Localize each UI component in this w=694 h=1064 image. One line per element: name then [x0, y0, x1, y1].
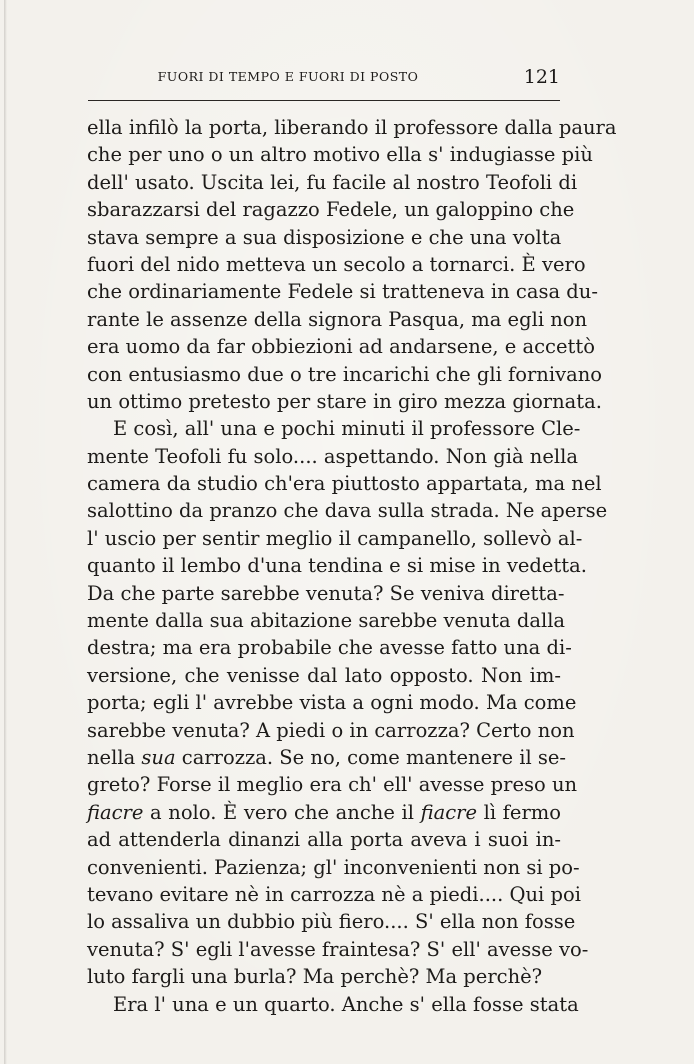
text-line: l' uscio per sentir meglio il campanello, sollevò al- [87, 526, 583, 550]
text-line: Da che parte sarebbe venuta? Se veniva diretta- [87, 581, 565, 605]
text-line: stava sempre a sua disposizione e che una volta [87, 225, 562, 249]
body-text [87, 114, 617, 1018]
running-title: FUORI DI TEMPO E FUORI DI POSTO [157, 69, 419, 84]
text-line: ella infilò la porta, liberando il professore dalla paura [87, 116, 617, 139]
text-line: salottino da pranzo che dava sulla strada. Ne aperse [87, 499, 608, 523]
text-line: mente Teofoli fu solo.... aspettando. Non già nella [87, 444, 579, 468]
italic-word: fiacre [420, 800, 477, 824]
italic-word: fiacre [87, 800, 144, 824]
text-line: lo assaliva un dubbio più fiero.... S' ella non fosse [87, 910, 576, 934]
text-line: sarebbe venuta? A piedi o in carrozza? Certo non [87, 718, 575, 742]
text-line: porta; egli l' avrebbe vista a ogni modo. Ma come [87, 691, 577, 715]
page-spine-shadow [4, 0, 7, 1064]
text-line: venuta? S' egli l'avesse fraintesa? S' ell' avesse vo- [87, 937, 589, 961]
text-line-paragraph-start: Era l' una e un quarto. Anche s' ella fosse stata [113, 992, 579, 1016]
text-line: fuori del nido metteva un secolo a tornarci. È vero [87, 252, 586, 276]
text-line: camera da studio ch'era piuttosto appartata, ma nel [87, 472, 602, 496]
page-number: 121 [523, 66, 560, 88]
running-head [88, 66, 560, 88]
text-line: che per uno o un altro motivo ella s' indugiasse più [87, 143, 593, 167]
text-line: quanto il lembo d'una tendina e si mise in vedetta. [87, 554, 587, 578]
text-line: era uomo da far obbiezioni ad andarsene, e accettò [87, 335, 595, 359]
text-line: tevano evitare nè in carrozza nè a piedi.... Qui poi [87, 882, 581, 906]
text-line: con entusiasmo due o tre incarichi che gli fornivano [87, 362, 603, 386]
text-line-with-italic [87, 744, 567, 771]
text-line: sbarazzarsi del ragazzo Fedele, un galoppino che [87, 198, 575, 222]
text-line: che ordinariamente Fedele si tratteneva in casa du- [87, 280, 598, 304]
text-line: mente dalla sua abitazione sarebbe venuta dalla [87, 609, 566, 633]
text-line-paragraph-end: luto fargli una burla? Ma perchè? Ma perchè? [87, 965, 543, 989]
text-segment: carrozza. Se no, come mantenere il se- [175, 745, 567, 769]
text-line: greto? Forse il meglio era ch' ell' avesse preso un [87, 773, 578, 797]
text-line: rante le assenze della signora Pasqua, ma egli non [87, 307, 588, 331]
header-rule [88, 100, 560, 101]
text-line-with-italic [87, 799, 561, 826]
text-segment: lì fermo [477, 800, 561, 824]
italic-word: sua [141, 745, 176, 769]
text-line: destra; ma era probabile che avesse fatto una di- [87, 636, 572, 660]
text-line-paragraph-start: E così, all' una e pochi minuti il professore Cle- [113, 417, 581, 441]
text-line-paragraph-end: un ottimo pretesto per stare in giro mezza giornata. [87, 389, 602, 413]
text-line: dell' usato. Uscita lei, fu facile al nostro Teofoli di [87, 170, 578, 194]
text-line: ad attenderla dinanzi alla porta aveva i suoi in- [87, 828, 561, 852]
text-line: versione, che venisse dal lato opposto. Non im- [87, 663, 561, 687]
text-segment: nella [87, 745, 142, 769]
text-line: convenienti. Pazienza; gl' inconvenienti non si po- [87, 855, 580, 879]
text-segment: a nolo. È vero che anche il [143, 800, 421, 824]
